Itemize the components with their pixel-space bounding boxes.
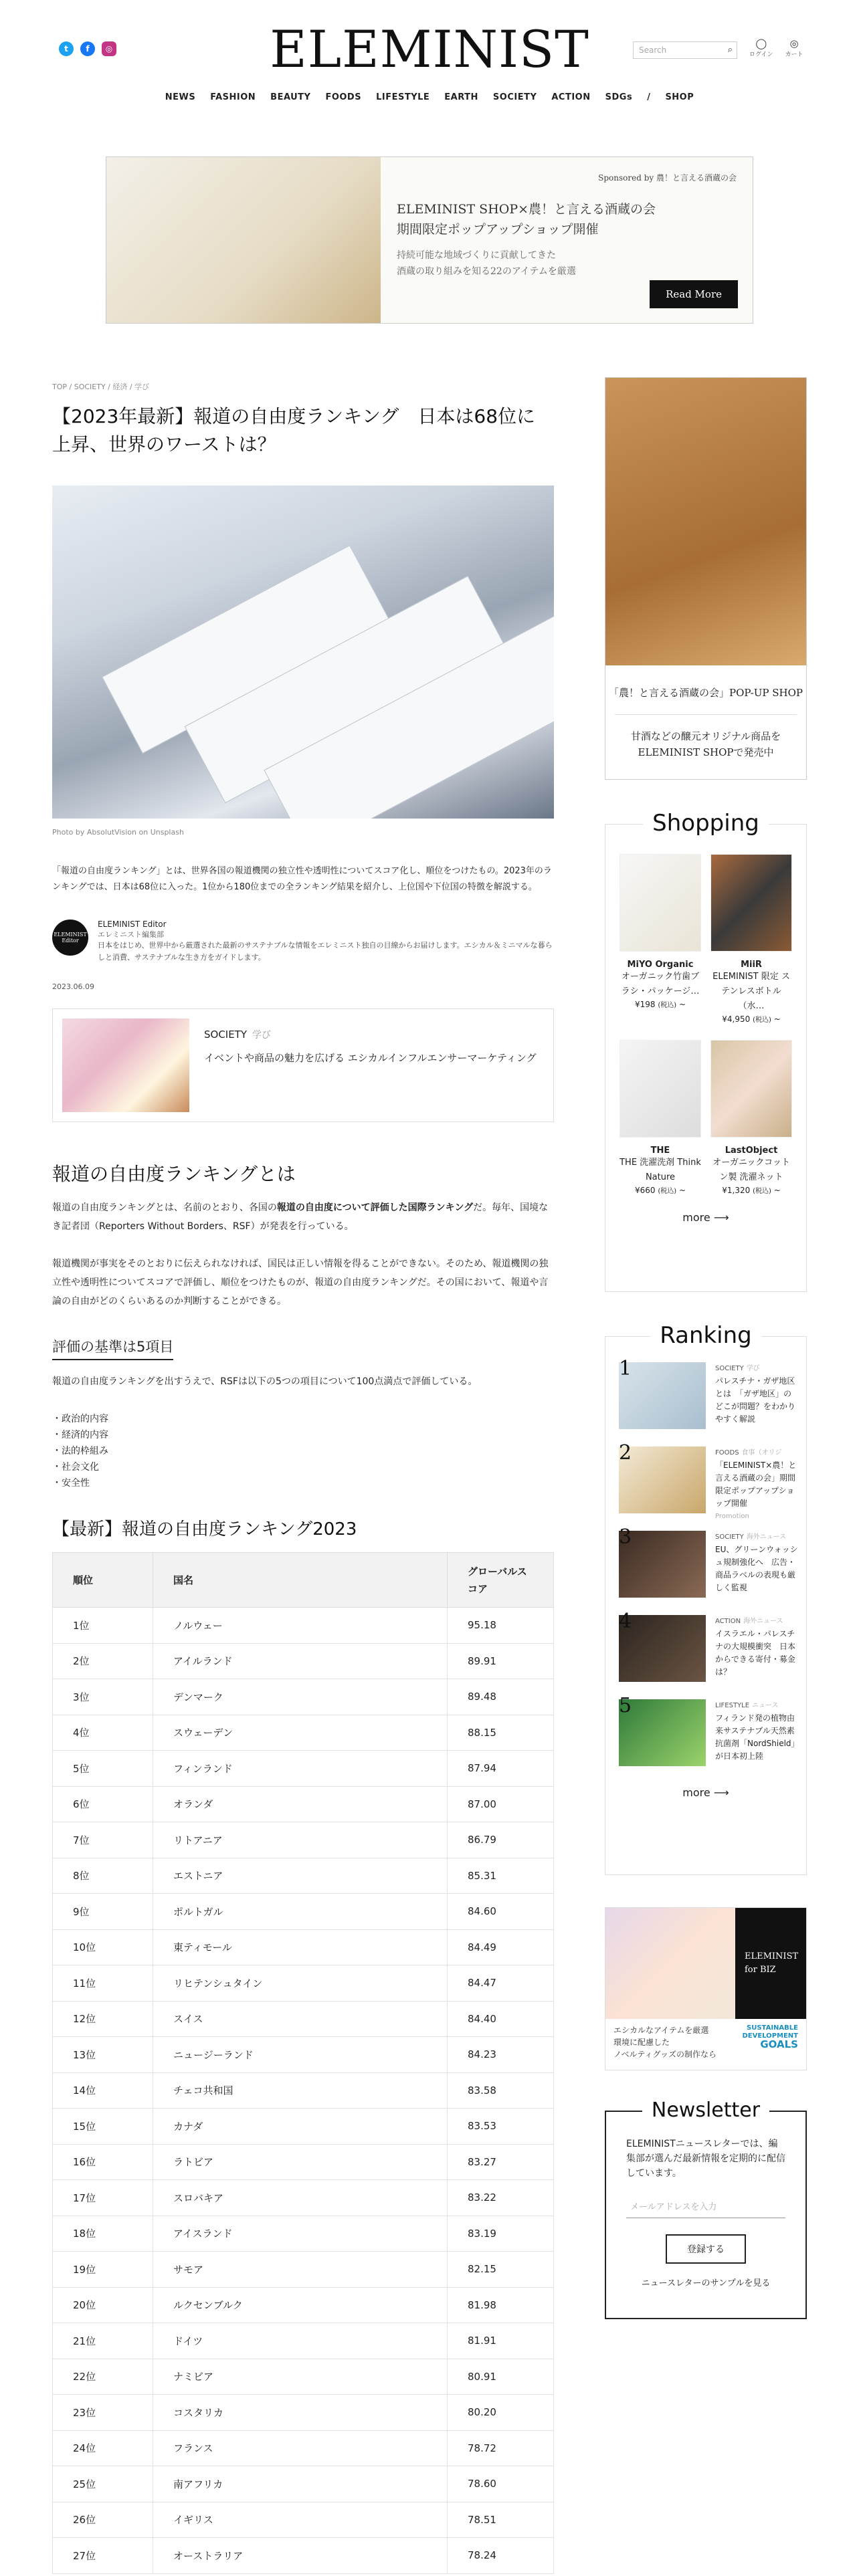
cell-rank: 21位 [53, 2323, 153, 2359]
cell-score: 78.51 [448, 2502, 554, 2538]
table-row [53, 2359, 554, 2395]
biz-logo: ELEMINIST for BIZ [735, 1908, 806, 2019]
nav-action[interactable]: ACTION [551, 92, 591, 102]
shopping-more-link[interactable]: more ⟶ [682, 1211, 729, 1224]
site-header [0, 0, 859, 134]
cell-rank: 6位 [53, 1786, 153, 1822]
ranking-title: フィランド発の植物由来サステナブル天然素抗菌剤「NordShield」が日本初上陸 [715, 1713, 795, 1761]
list-item: ・政治的内容 [52, 1414, 108, 1424]
biz-desc: エシカルなアイテムを厳選 環境に配慮した ノベルティグッズの制作なら [613, 2026, 717, 2059]
nav-fashion[interactable]: FASHION [210, 92, 256, 102]
author-box [52, 920, 554, 964]
ranking-item[interactable] [619, 1517, 798, 1602]
table-row [53, 1858, 554, 1894]
table-row [53, 1965, 554, 2002]
cell-rank: 10位 [53, 1929, 153, 1965]
sidebar-ad-title: 「農！と言える酒蔵の会」POP-UP SHOP [609, 687, 803, 699]
cell-score: 81.91 [448, 2323, 554, 2359]
cell-score: 87.94 [448, 1751, 554, 1787]
section-heading: 報道の自由度ランキングとは [52, 1163, 296, 1185]
table-row [53, 2144, 554, 2180]
table-row [53, 2430, 554, 2466]
product-image [710, 1040, 792, 1138]
cell-country: 東ティモール [153, 1929, 448, 1965]
ranking-category: SOCIETY 学び [715, 1365, 760, 1372]
ranking-category: LIFESTYLE ニュース [715, 1702, 779, 1709]
rank-number: 1 [619, 1357, 632, 1380]
cell-score: 84.40 [448, 2001, 554, 2037]
cart-button[interactable]: ◎ カート [785, 37, 803, 58]
header-icons [749, 37, 803, 58]
ranking-item[interactable] [619, 1602, 798, 1686]
cell-rank: 15位 [53, 2109, 153, 2145]
cell-score: 83.19 [448, 2216, 554, 2252]
paragraph: 報道の自由度ランキングとは、名前のとおり、各国の報道の自由度について評価した国際ランキングだ。毎年、国境なき記者団（Reporters Without Borders、RSF）が発表を行っている。 [52, 1202, 549, 1232]
col-rank: 順位 [53, 1553, 153, 1608]
cell-rank: 23位 [53, 2395, 153, 2431]
table-row [53, 1894, 554, 1930]
breadcrumb[interactable]: TOP / SOCIETY / 経済 / 学び [52, 383, 150, 391]
shop-item[interactable]: MiYO Organic オーガニック竹歯ブラシ・パッケージ… ¥198 (税込) ~ [619, 854, 701, 1024]
table-row [53, 2109, 554, 2145]
cell-country: ポルトガル [153, 1894, 448, 1930]
table-row [53, 1679, 554, 1715]
cell-country: フィンランド [153, 1751, 448, 1787]
twitter-icon[interactable]: t [59, 41, 74, 56]
cell-score: 89.48 [448, 1679, 554, 1715]
nav-shop[interactable]: SHOP [665, 92, 694, 102]
biz-image [605, 1908, 735, 2019]
product-image [710, 854, 792, 952]
article-title: 【2023年最新】報道の自由度ランキング 日本は68位に上昇、世界のワーストは？ [52, 405, 536, 455]
author-avatar: ELEMINIST Editor [52, 920, 88, 956]
cell-rank: 3位 [53, 1679, 153, 1715]
cell-country: エストニア [153, 1858, 448, 1894]
table-row [53, 2395, 554, 2431]
rank-number: 5 [619, 1694, 632, 1717]
shop-item[interactable]: MiiR ELEMINIST 限定 ステンレスボトル（水… ¥4,950 (税込) ~ [710, 854, 792, 1024]
cell-rank: 1位 [53, 1608, 153, 1644]
cell-country: ノルウェー [153, 1608, 448, 1644]
cart-icon: ◎ [789, 37, 799, 49]
instagram-icon[interactable]: ◎ [102, 41, 116, 56]
promo-banner[interactable]: Sponsored by 農！と言える酒蔵の会 ELEMINIST SHOP×農！と言える酒蔵の会 期間限定ポップアップショップ開催 持続可能な地域づくりに貢献してきた 酒蔵の取り組みを知る22のアイテムを厳選 Read More [106, 156, 753, 324]
sidebar-ad-image [605, 378, 806, 665]
banner-title: ELEMINIST SHOP×農！と言える酒蔵の会 期間限定ポップアップショップ開催 [397, 202, 656, 237]
cell-rank: 2位 [53, 1643, 153, 1679]
cell-score: 83.22 [448, 2180, 554, 2216]
author-desc: 日本をはじめ、世界中から厳選された最新のサステナブルな情報をエレミニスト独自の目線からお届けします。エシカル＆ミニマルな暮らしと消費、サステナブルな生き方をガイドします。 [98, 941, 553, 962]
table-row [53, 1751, 554, 1787]
cell-rank: 24位 [53, 2430, 153, 2466]
cell-score: 84.47 [448, 1965, 554, 2002]
promotion-label: Promotion [715, 1513, 749, 1520]
cell-score: 95.18 [448, 1608, 554, 1644]
cell-rank: 19位 [53, 2252, 153, 2288]
rank-number: 2 [619, 1441, 632, 1465]
search-icon[interactable]: ⌕ [727, 45, 733, 55]
table-row [53, 1929, 554, 1965]
cell-country: 南アフリカ [153, 2466, 448, 2502]
cell-score: 78.60 [448, 2466, 554, 2502]
photo-credit: Photo by AbsolutVision on Unsplash [52, 828, 184, 837]
cell-country: イギリス [153, 2502, 448, 2538]
sidebar-ad[interactable]: 「農！と言える酒蔵の会」POP-UP SHOP 甘酒などの醸元オリジナル商品を ELEMINIST SHOPで発売中 [605, 377, 807, 780]
cell-score: 78.24 [448, 2538, 554, 2574]
table-row [53, 2216, 554, 2252]
table-row [53, 1822, 554, 1858]
table-row [53, 2072, 554, 2109]
cell-rank: 22位 [53, 2359, 153, 2395]
cell-score: 85.31 [448, 1858, 554, 1894]
cell-country: スイス [153, 2001, 448, 2037]
cell-score: 83.58 [448, 2072, 554, 2109]
hero-image [52, 486, 554, 819]
author-name[interactable]: ELEMINIST Editor [98, 920, 167, 929]
nav-foods[interactable]: FOODS [325, 92, 362, 102]
cell-country: カナダ [153, 2109, 448, 2145]
cell-score: 88.15 [448, 1715, 554, 1751]
main-nav [0, 92, 859, 102]
cell-country: チェコ共和国 [153, 2072, 448, 2109]
nav-earth[interactable]: EARTH [444, 92, 478, 102]
ranking-image [619, 1615, 706, 1682]
cell-rank: 12位 [53, 2001, 153, 2037]
cell-rank: 8位 [53, 1858, 153, 1894]
search-input[interactable]: Search ⌕ [633, 41, 737, 59]
nav-lifestyle[interactable]: LIFESTYLE [376, 92, 430, 102]
cell-country: フランス [153, 2430, 448, 2466]
table-row [53, 2037, 554, 2073]
col-country: 国名 [153, 1553, 448, 1608]
cell-rank: 4位 [53, 1715, 153, 1751]
list-item: ・法的枠組み [52, 1446, 108, 1457]
cell-rank: 13位 [53, 2037, 153, 2073]
cell-rank: 11位 [53, 1965, 153, 2002]
cell-score: 83.53 [448, 2109, 554, 2145]
ranking-item[interactable] [619, 1349, 798, 1433]
cell-country: オーストラリア [153, 2538, 448, 2574]
list-item: ・社会文化 [52, 1462, 99, 1473]
cell-rank: 17位 [53, 2180, 153, 2216]
biz-banner[interactable] [605, 1907, 807, 2070]
newsletter-title: Newsletter [642, 2099, 769, 2122]
table-row [53, 2466, 554, 2502]
ranking-item[interactable] [619, 1433, 798, 1520]
banner-image [106, 157, 381, 323]
cell-country: リトアニア [153, 1822, 448, 1858]
banner-sponsor: Sponsored by 農！と言える酒蔵の会 [598, 173, 737, 183]
nav-beauty[interactable]: BEAUTY [270, 92, 311, 102]
cell-country: アイルランド [153, 1643, 448, 1679]
col-score: グローバルスコア [448, 1553, 554, 1608]
table-row [53, 2001, 554, 2037]
cell-country: ルクセンブルク [153, 2287, 448, 2323]
cell-country: ニュージーランド [153, 2037, 448, 2073]
cell-rank: 18位 [53, 2216, 153, 2252]
cell-country: サモア [153, 2252, 448, 2288]
cell-score: 86.79 [448, 1822, 554, 1858]
shopping-widget [605, 810, 807, 1292]
nav-news[interactable]: NEWS [165, 92, 196, 102]
product-image [619, 854, 701, 952]
ranking-title: EU、グリーンウォッシュ規制強化へ 広告・商品ラベルの表現も厳しく監視 [715, 1545, 798, 1592]
product-image [619, 1040, 701, 1138]
subsection-heading: 評価の基準は5項目 [52, 1336, 173, 1360]
cell-country: アイスランド [153, 2216, 448, 2252]
facebook-icon[interactable]: f [80, 41, 95, 56]
ranking-category: SOCIETY 海外ニュース [715, 1533, 787, 1541]
cell-rank: 16位 [53, 2144, 153, 2180]
nav-sdgs[interactable]: SDGs [605, 92, 633, 102]
ranking-image [619, 1531, 706, 1598]
cell-rank: 9位 [53, 1894, 153, 1930]
cell-country: ナミビア [153, 2359, 448, 2395]
ranking-category: FOODS 食事（オリジ [715, 1449, 782, 1457]
cell-score: 84.23 [448, 2037, 554, 2073]
article [52, 381, 554, 2574]
shop-item[interactable]: LastObject オーガニックコットン製 洗濯ネット ¥1,320 (税込) ~ [710, 1040, 792, 1195]
cell-country: デンマーク [153, 1679, 448, 1715]
cell-score: 84.60 [448, 1894, 554, 1930]
cell-score: 78.72 [448, 2430, 554, 2466]
cell-score: 80.91 [448, 2359, 554, 2395]
rank-number: 3 [619, 1525, 632, 1549]
cell-rank: 20位 [53, 2287, 153, 2323]
table-row [53, 1715, 554, 1751]
ranking-title: 「ELEMINIST×農！と言える酒蔵の会」期間限定ポップアップショップ開催 [715, 1461, 797, 1508]
table-row [53, 2287, 554, 2323]
ranking-widget [605, 1322, 807, 1875]
table-row [53, 2502, 554, 2538]
related-category: SOCIETY 学び [204, 1029, 272, 1041]
cell-country: スロバキア [153, 2180, 448, 2216]
related-article-image [62, 1018, 189, 1112]
ranking-image [619, 1446, 706, 1513]
cell-score: 87.00 [448, 1786, 554, 1822]
cell-score: 83.27 [448, 2144, 554, 2180]
ranking-table [52, 1552, 554, 2574]
newsletter-sample-link[interactable]: ニュースレターのサンプルを見る [641, 2278, 771, 2288]
email-input[interactable]: メールアドレスを入力 [626, 2194, 785, 2218]
table-row [53, 2180, 554, 2216]
cell-country: ドイツ [153, 2323, 448, 2359]
cell-rank: 14位 [53, 2072, 153, 2109]
list-item: ・経済的内容 [52, 1430, 108, 1440]
related-article-card[interactable] [52, 1008, 554, 1122]
list-item: ・安全性 [52, 1478, 90, 1489]
rank-number: 4 [619, 1610, 632, 1633]
shopping-title: Shopping [643, 810, 769, 837]
ranking-image [619, 1362, 706, 1429]
cell-country: コスタリカ [153, 2395, 448, 2431]
cell-country: リヒテンシュタイン [153, 1965, 448, 2002]
newsletter-widget [605, 2099, 807, 2319]
shop-item[interactable]: THE THE 洗濯洗剤 Think Nature ¥660 (税込) ~ [619, 1040, 701, 1195]
ranking-title: パレスチナ・ガザ地区とは 「ガザ地区」のどこが問題？をわかりやすく解説 [715, 1376, 796, 1424]
ranking-more-link[interactable]: more ⟶ [682, 1786, 729, 1799]
table-row [53, 1643, 554, 1679]
user-icon: ◯ [755, 37, 767, 49]
cell-rank: 5位 [53, 1751, 153, 1787]
criteria-list [52, 1411, 554, 1491]
ranking-image [619, 1699, 706, 1766]
site-logo[interactable]: ELEMINIST [270, 19, 589, 79]
ranking-title: イスラエル・パレスチナの大規模衝突 日本からできる寄付・募金は？ [715, 1629, 796, 1677]
author-role: エレミニスト編集部 [98, 930, 164, 939]
cell-country: スウェーデン [153, 1715, 448, 1751]
nav-divider: / [647, 92, 651, 102]
table-row [53, 1608, 554, 1644]
paragraph: 報道の自由度ランキングを出すうえで、RSFは以下の5つの項目について100点満点で評価している。 [52, 1376, 478, 1387]
table-row [53, 2252, 554, 2288]
ranking-category: ACTION 海外ニュース [715, 1618, 783, 1625]
table-row [53, 2538, 554, 2574]
ranking-item[interactable] [619, 1686, 798, 1770]
cell-rank: 27位 [53, 2538, 153, 2574]
cell-score: 84.49 [448, 1929, 554, 1965]
cell-score: 81.98 [448, 2287, 554, 2323]
subscribe-button[interactable]: 登録する [666, 2234, 746, 2264]
paragraph: 報道機関が事実をそのとおりに伝えられなければ、国民は正しい情報を得ることができない。そのため、報道機関の独立性や透明性についてスコアで評価し、順位をつけたものが、報道の自由度ランキングだ。その国において、報道や言論の自由がどのくらいあるのか判断することができる。 [52, 1259, 549, 1307]
read-more-button[interactable]: Read More [650, 280, 738, 308]
cell-score: 82.15 [448, 2252, 554, 2288]
login-button[interactable]: ◯ ログイン [749, 37, 773, 58]
table-row [53, 2323, 554, 2359]
cell-rank: 26位 [53, 2502, 153, 2538]
related-title: イベントや商品の魅力を広げる エシカルインフルエンサーマーケティング [204, 1052, 537, 1064]
cell-rank: 7位 [53, 1822, 153, 1858]
cell-country: オランダ [153, 1786, 448, 1822]
sdgs-logo: SUSTAINABLE DEVELOPMENT GOALS [742, 2024, 798, 2050]
cell-score: 89.91 [448, 1643, 554, 1679]
section-heading: 【最新】報道の自由度ランキング2023 [52, 1519, 357, 1539]
ranking-title: Ranking [650, 1322, 761, 1349]
table-row [53, 1786, 554, 1822]
article-lead: 「報道の自由度ランキング」とは、世界各国の報道機関の独立性や透明性についてスコア化し、順位をつけたもの。2023年のランキングでは、日本は68位に入った。1位から180位までの全ランキング結果を紹介し、上位国や下位国の特徴を解説する。 [52, 866, 552, 892]
cell-rank: 25位 [53, 2466, 153, 2502]
cell-score: 80.20 [448, 2395, 554, 2431]
nav-society[interactable]: SOCIETY [492, 92, 537, 102]
cell-country: ラトビア [153, 2144, 448, 2180]
newsletter-text: ELEMINISTニュースレターでは、編集部が選んだ最新情報を定期的に配信しています。 [626, 2139, 785, 2179]
publish-date: 2023.06.09 [52, 982, 94, 991]
